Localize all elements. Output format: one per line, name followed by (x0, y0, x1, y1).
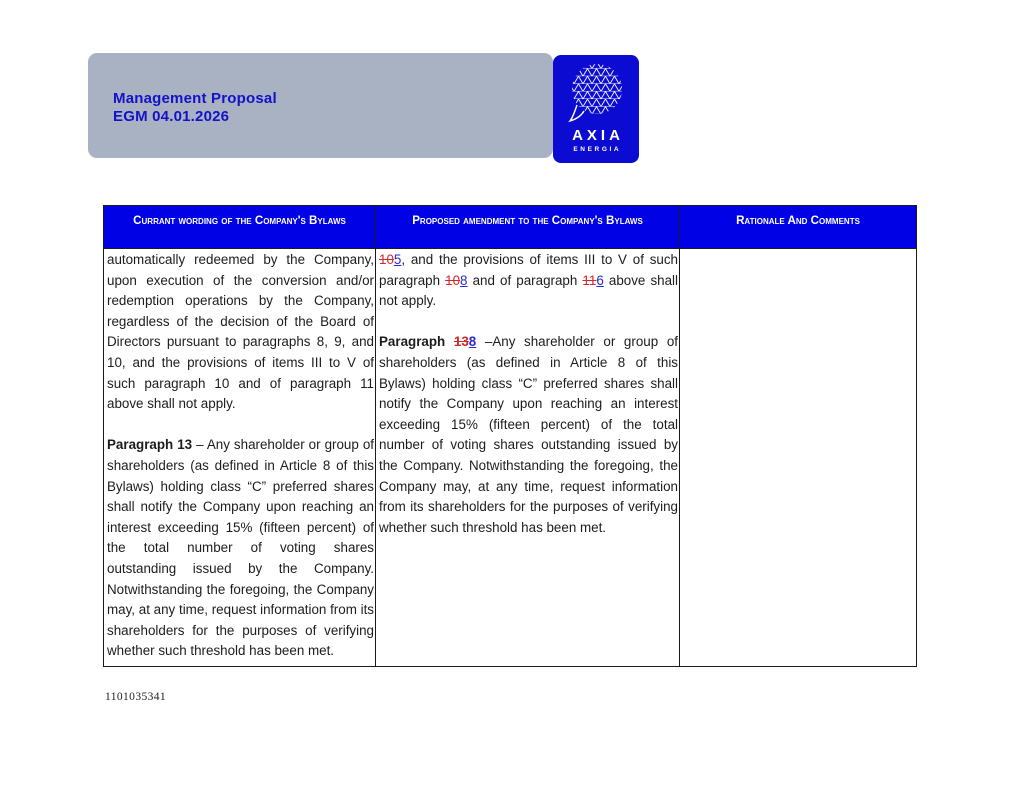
text-run: 10 (445, 272, 461, 288)
table-header-row (104, 206, 917, 249)
paragraph (107, 435, 374, 662)
page-title-line2: EGM 04.01.2026 (113, 108, 230, 125)
text-run: 8 (460, 272, 468, 288)
paragraph (379, 250, 678, 312)
text-run: 13 (453, 334, 469, 350)
geodesic-sphere-icon (565, 61, 627, 125)
paragraph (107, 250, 374, 415)
logo-brand-text: AXIA (572, 127, 624, 144)
text-run: , and the provisions of items III to V of such paragraph (379, 252, 678, 288)
text-run: – Any shareholder or group of shareholders (as defined in Article 8 of this Bylaws) holding class “C” preferred shares shall notify the Company upon reaching an interest exceeding 15% (fifteen percent) of the total number of voting shares outstanding issued by the Company. Notwithstanding the foregoing, the Company may, at any time, request information from its shareholders for the purposes of verifying whether such threshold has been met. (107, 437, 374, 659)
column-header-proposed: Proposed amendment to the Company's Bylaws (376, 206, 680, 249)
text-run: 11 (582, 272, 597, 288)
page-title-line1: Management Proposal (113, 90, 277, 107)
axia-logo (553, 55, 639, 163)
cell-current-wording (104, 249, 376, 667)
text-run: –Any shareholder or group of shareholders (as defined in Article 8 of this Bylaws) holding class “C” preferred shares shall notify the Company upon reaching an interest exceeding 15% (fifteen percent) of the total number of voting shares outstanding issued by the Company. Notwithstanding the foregoing, the Company may, at any time, request information from its shareholders for the purposes of verifying whether such threshold has been met. (379, 334, 678, 535)
paragraph (379, 332, 678, 538)
text-run: automatically redeemed by the Company, upon execution of the conversion and/or redemption operations by the Company, regardless of the decision of the Board of Directors pursuant to paragraphs 8, 9, and 10, and the provisions of items III to V of such paragraph 10 and of paragraph 11 above shall not apply. (107, 252, 374, 412)
cell-rationale-comments (680, 249, 917, 667)
column-header-current: Currant wording of the Company's Bylaws (104, 206, 376, 249)
header-banner (88, 53, 553, 158)
column-header-rationale: Rationale And Comments (680, 206, 917, 249)
text-run: and of paragraph (467, 272, 583, 288)
table-body-row (104, 249, 917, 667)
text-run: 5 (393, 252, 402, 267)
bylaws-comparison-table (103, 205, 917, 667)
text-run: 6 (596, 272, 604, 288)
document-number: 1101035341 (105, 691, 167, 703)
page-title (113, 90, 277, 126)
text-run: 10 (379, 252, 394, 267)
logo-subbrand-text: ENERGIA (573, 146, 622, 153)
text-run: Paragraph 13 (107, 437, 193, 453)
cell-proposed-amendment (376, 249, 680, 667)
text-run: Paragraph (379, 334, 454, 350)
text-run: above shall not apply. (379, 272, 678, 309)
text-run: 8 (468, 334, 477, 350)
